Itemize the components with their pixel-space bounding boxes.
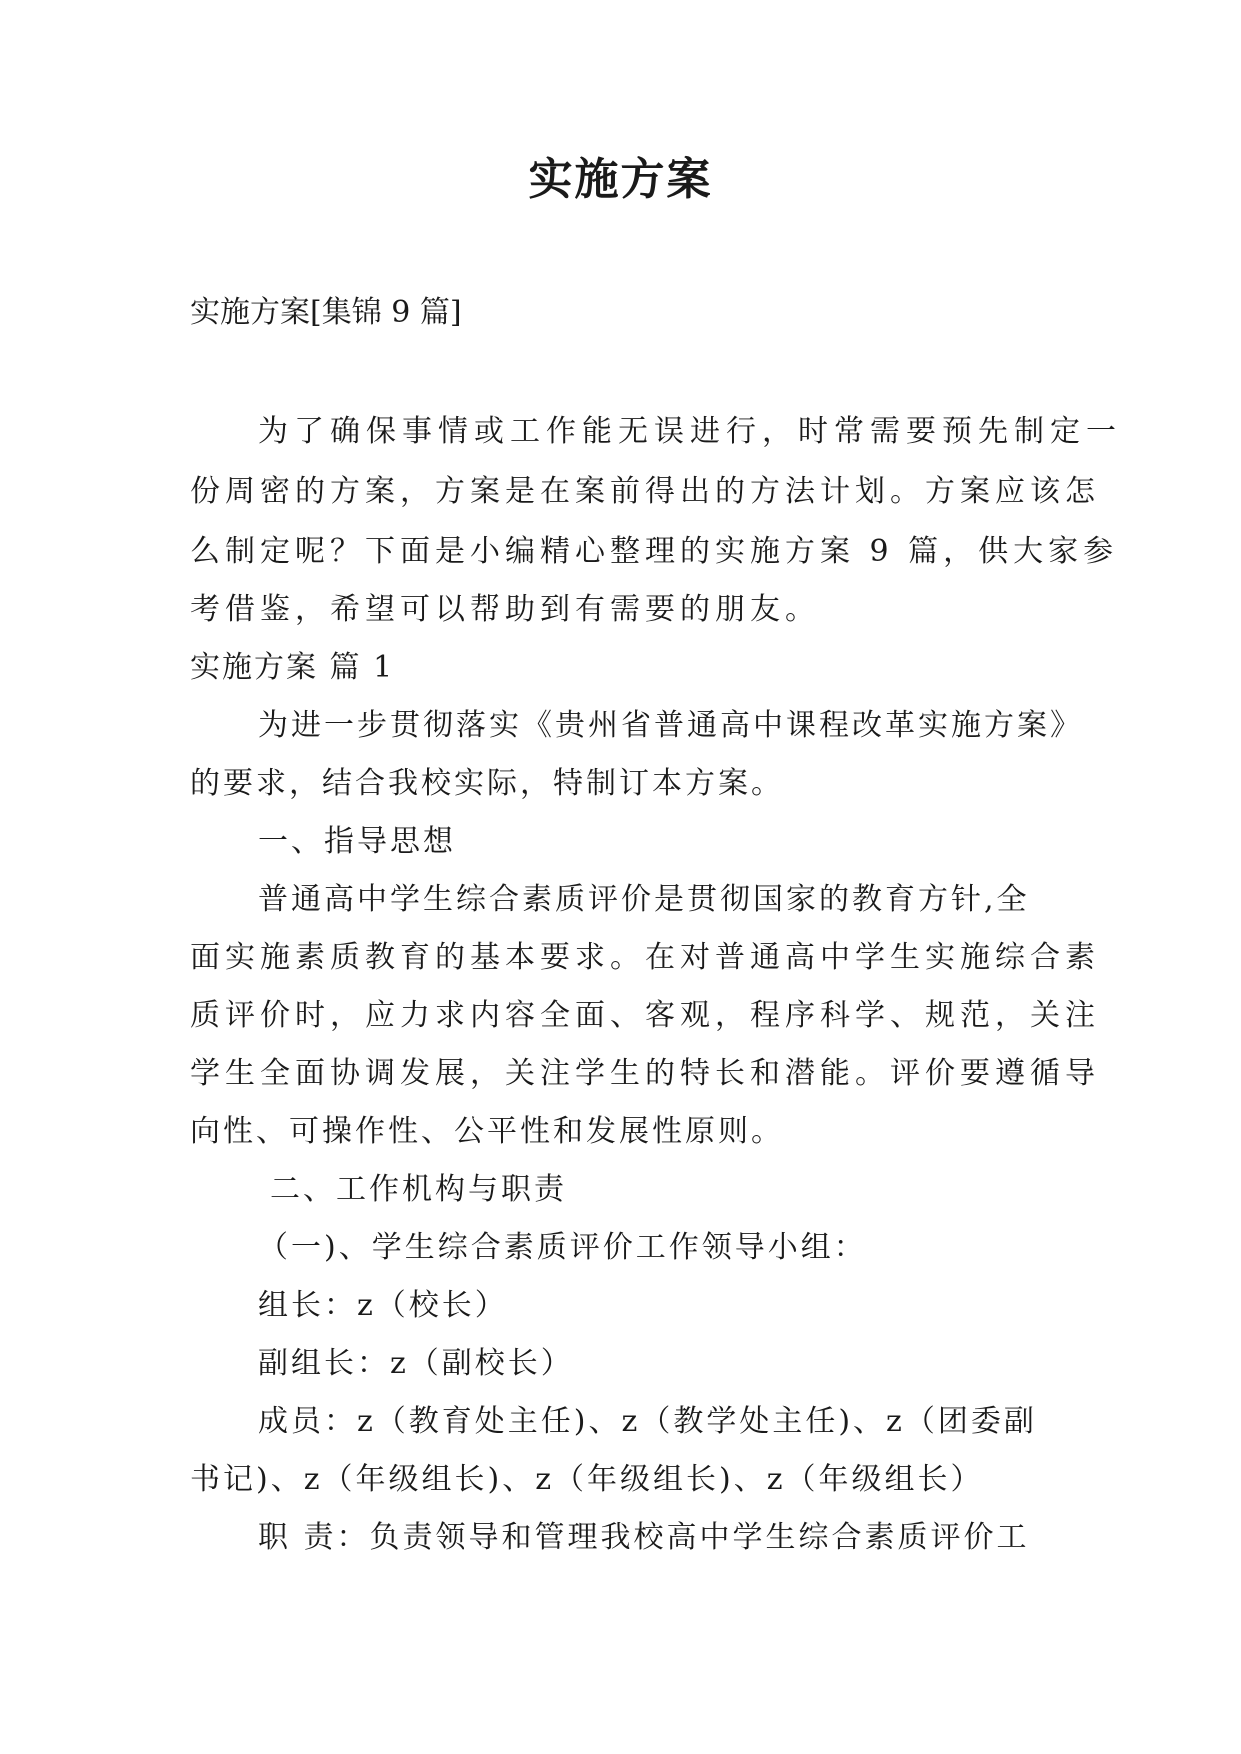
section-heading: 一、指导思想 (258, 824, 456, 859)
paragraph-line: 么制定呢？下面是小编精心整理的实施方案 9 篇，供大家参 (190, 534, 1119, 569)
section-heading: 实施方案 篇 1 (190, 650, 395, 685)
paragraph-line: 普通高中学生综合素质评价是贯彻国家的教育方针,全 (258, 882, 1030, 917)
document-title: 实施方案 (528, 154, 713, 205)
paragraph-line: （一)、学生综合素质评价工作领导小组： (258, 1230, 867, 1265)
paragraph-line: 考借鉴，希望可以帮助到有需要的朋友。 (190, 592, 820, 627)
paragraph-line: 为了确保事情或工作能无误进行，时常需要预先制定一 (258, 414, 1122, 449)
paragraph-line: 成员：z（教育处主任)、z（教学处主任)、z（团委副 (258, 1404, 1037, 1439)
paragraph-line: 面实施素质教育的基本要求。在对普通高中学生实施综合素 (190, 940, 1100, 975)
paragraph-line: 份周密的方案，方案是在案前得出的方法计划。方案应该怎 (190, 474, 1100, 509)
paragraph-line: 组长：z（校长） (258, 1288, 508, 1323)
paragraph-line: 职 责：负责领导和管理我校高中学生综合素质评价工 (258, 1520, 1030, 1555)
paragraph-line: 的要求，结合我校实际，特制订本方案。 (190, 766, 784, 801)
paragraph-line: 向性、可操作性、公平性和发展性原则。 (190, 1114, 784, 1149)
paragraph-line: 书记)、z（年级组长)、z（年级组长)、z（年级组长） (190, 1462, 984, 1497)
paragraph-line: 学生全面协调发展，关注学生的特长和潜能。评价要遵循导 (190, 1056, 1100, 1091)
section-heading: 二、工作机构与职责 (270, 1172, 567, 1207)
paragraph-line: 为进一步贯彻落实《贵州省普通高中课程改革实施方案》 (258, 708, 1083, 743)
document-subtitle: 实施方案[集锦 9 篇] (190, 295, 462, 330)
paragraph-line: 质评价时，应力求内容全面、客观，程序科学、规范，关注 (190, 998, 1100, 1033)
paragraph-line: 副组长：z（副校长） (258, 1346, 574, 1381)
